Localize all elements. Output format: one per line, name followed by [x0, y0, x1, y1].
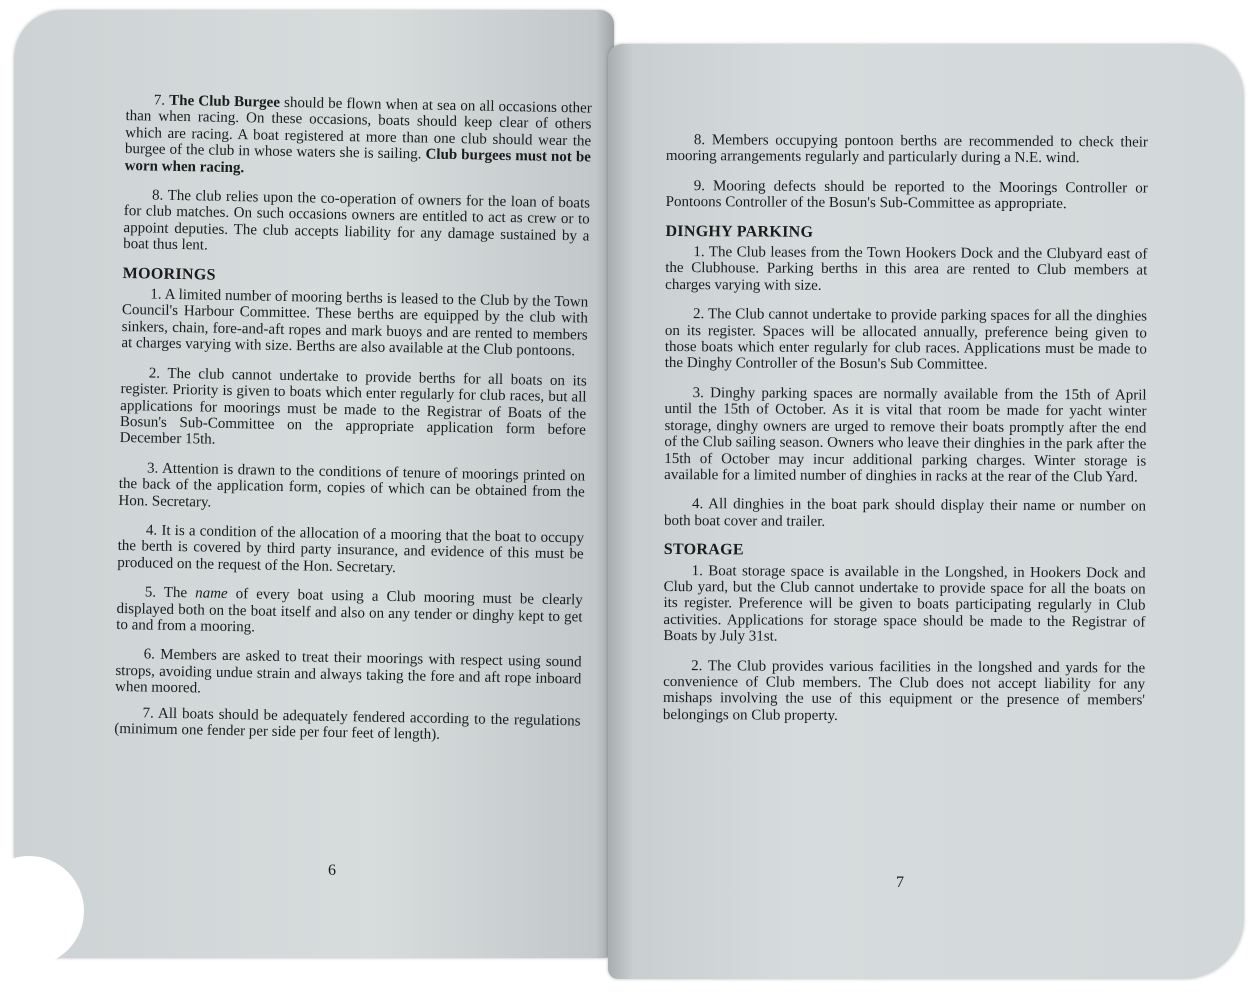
paragraph-moorings-7: 7. All boats should be adequately fendered according to the regulations (minimum one fender per side per four feet of length).: [114, 705, 581, 743]
paragraph-club-burgee: 7. The Club Burgee should be flown when at sea on all occasions other than when racing. On these occasions, boats should keep clear of others which are racing. A boat registered at more than one club should wear the burgee of the club in whose waters she is sailing. Club burgees must not be worn when racing.: [124, 92, 592, 176]
paragraph-dinghy-4: 4. All dinghies in the boat park should display their name or number on both boat cover and trailer.: [663, 496, 1147, 530]
paragraph-dinghy-2: 2. The Club cannot undertake to provide parking spaces for all the dinghies on its register. Spaces will be allocated annually, preference being given to those boats which enter regularly for club races. Applications must be made to the Dinghy Controller of the Bosun's Sub Committee.: [664, 306, 1148, 374]
right-page-text: [663, 132, 1148, 739]
left-page-text: [114, 92, 592, 755]
bold-club-burgee: The Club Burgee: [169, 92, 281, 111]
paragraph-moorings-5: 5. The name of every boat using a Club mooring must be clearly displayed both on the boat itself and also on any tender or dinghy kept to get to and from a mooring.: [116, 584, 583, 636]
bold-burgee-rule: Club burgees must not be worn when racing.: [124, 146, 592, 176]
page-number-right: 7: [896, 874, 904, 891]
paragraph-boat-loan: 8. The club relies upon the co-operation of owners for the loan of boats for club matches. On such occasions owners are entitled to act as crew or to appoint deputies. The club accepts liability for any damage sustained by a boat thus lent.: [123, 187, 591, 254]
paragraph-moorings-8: 8. Members occupying pontoon berths are recommended to check their mooring arrangements regularly and particularly during a N.E. wind.: [665, 132, 1148, 167]
heading-dinghy-parking: DINGHY PARKING: [665, 222, 814, 241]
paragraph-moorings-3: 3. Attention is drawn to the conditions of tenure of moorings printed on the back of the application form, copies of which can be obtained from the Hon. Secretary.: [118, 460, 586, 511]
left-page: [14, 10, 614, 958]
paragraph-moorings-6: 6. Members are asked to treat their moorings with respect using sound strops, avoiding undue strain and always taking the fore and aft rope inboard when moored.: [114, 646, 582, 697]
paragraph-moorings-2: 2. The club cannot undertake to provide berths for all boats on its register. Priority is given to boats which enter regularly for club races, but all applications for moorings must be made to the Registrar of Boats of the Bosun's Sub-Committee on the appropriate application form before December 15th.: [119, 365, 587, 449]
right-page: [608, 44, 1244, 979]
paragraph-storage-1: 1. Boat storage space is available in the Longshed, in Hookers Dock and Club yard, but the Club cannot undertake to provide space for all the boats on its register. Preference will be given to boats participating regularly in Club activities. Applications for storage space should be made to the Registrar of Boats by July 31st.: [663, 562, 1146, 645]
paragraph-storage-2: 2. The Club provides various facilities in the longshed and yards for the convenience of Club members. The Club does not accept liability for any mishaps involving the use of this equipment or the presence of members' belongings on Club property.: [662, 657, 1146, 724]
paragraph-moorings-9: 9. Mooring defects should be reported to the Moorings Controller or Pontoons Controller of the Bosun's Sub-Committee as appropriate.: [665, 177, 1148, 213]
paragraph-moorings-4: 4. It is a condition of the allocation of a mooring that the boat to occupy the berth is covered by third party insurance, and evidence of this must be produced on the request of the Hon. Secretary.: [117, 522, 585, 576]
italic-name: name: [195, 585, 228, 603]
paragraph-dinghy-3: 3. Dinghy parking spaces are normally available from the 15th of April until the 15th of October. As it is vital that room be made for yacht winter storage, dinghy owners are urged to remove their boats promptly after the end of the Club sailing season. Owners who leave their dinghies in the park after the 15th of October may incur additional parking charges. Winter storage is available for a limited number of dinghies in racks at the rear of the Club Yard.: [664, 385, 1147, 486]
paragraph-moorings-1: 1. A limited number of mooring berths is leased to the Club by the Town Council's Harbour Committee. These berths are equipped by the club with sinkers, chain, fore-and-aft ropes and mark buoys and are rented to members at charges varying with size. Berths are also available at the Club pontoons.: [121, 286, 589, 360]
paragraph-dinghy-1: 1. The Club leases from the Town Hookers Dock and the Clubyard east of the Clubhouse. Parking berths in this area are rented to Club members at charges varying with size.: [665, 244, 1148, 294]
heading-moorings: MOORINGS: [122, 264, 216, 284]
page-number-left: 6: [328, 862, 336, 879]
heading-storage: STORAGE: [663, 541, 744, 559]
